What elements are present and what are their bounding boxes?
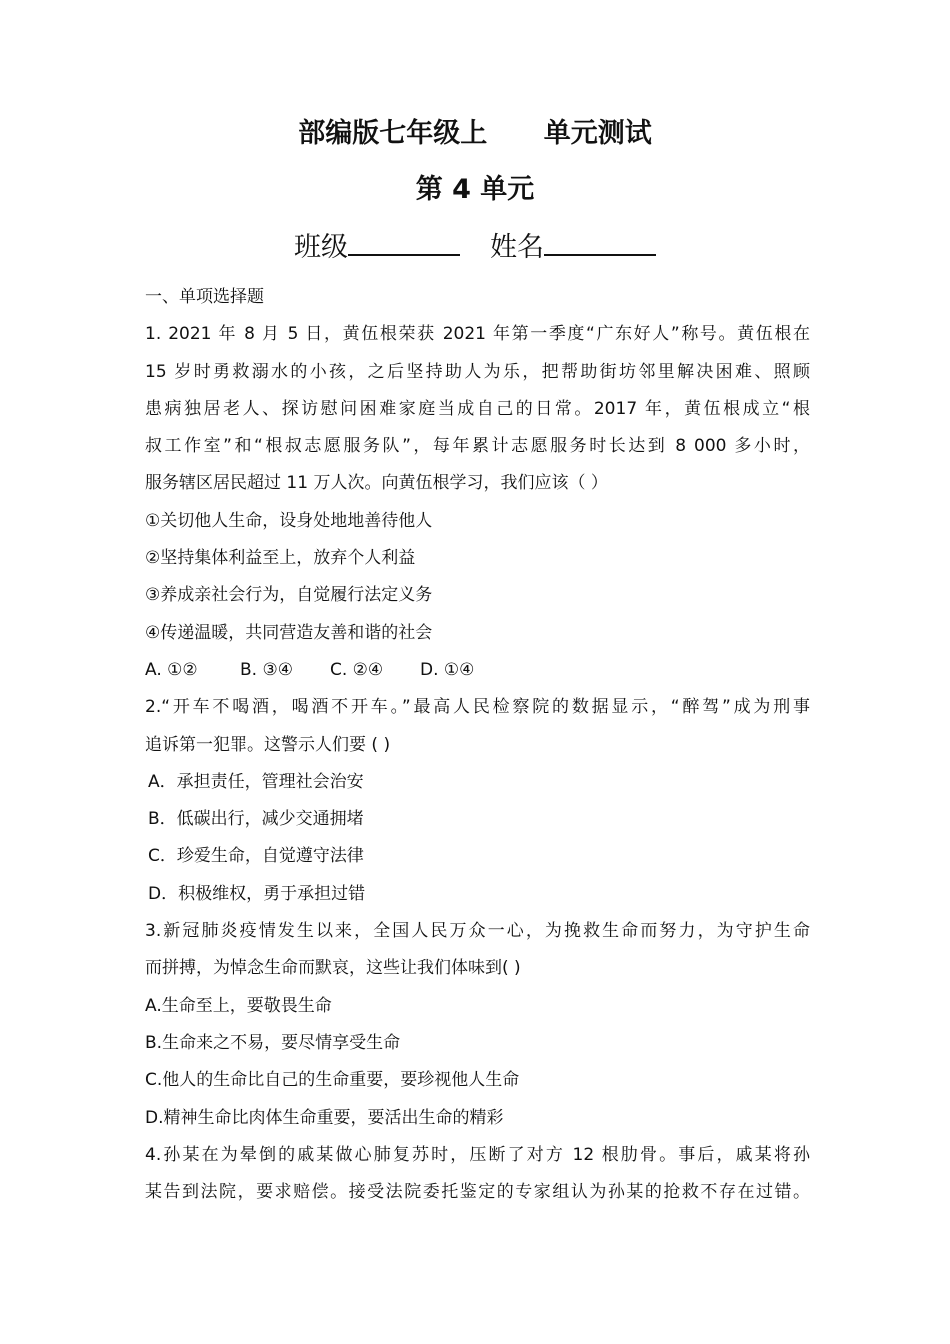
choice-d: D. ①④ xyxy=(420,659,475,680)
option-a: A.生命至上，要敬畏生命 xyxy=(145,995,332,1016)
name-label: 姓名 xyxy=(490,232,544,263)
class-blank xyxy=(348,228,460,256)
statement-1: ①关切他人生命，设身处地地善待他人 xyxy=(145,510,433,531)
option-b: B.生命来之不易，要尽情享受生命 xyxy=(145,1032,401,1053)
option-c: C.他人的生命比自己的生命重要，要珍视他人生命 xyxy=(145,1070,520,1091)
choice-c: C. ②④ xyxy=(330,659,384,680)
question-4-line: 某告到法院，要求赔偿。接受法院委托鉴定的专家组认为孙某的抢救不存在过错。 xyxy=(145,1182,810,1203)
name-blank xyxy=(544,228,656,256)
document-title: 部编版七年级上 单元测试 xyxy=(298,118,652,149)
question-1-line: 患病独居老人、探访慰问困难家庭当成自己的日常。2017 年，黄伍根成立“根 xyxy=(145,398,810,419)
section-heading: 一、单项选择题 xyxy=(145,287,264,307)
option-d: D.精神生命比肉体生命重要，要活出生命的精彩 xyxy=(145,1107,504,1128)
choice-b: B. ③④ xyxy=(240,659,293,680)
question-4-line: 4.孙某在为晕倒的戚某做心肺复苏时，压断了对方 12 根肋骨。事后，戚某将孙 xyxy=(145,1144,810,1165)
statement-2: ②坚持集体利益至上，放弃个人利益 xyxy=(145,548,416,569)
statement-4: ④传递温暖，共同营造友善和谐的社会 xyxy=(145,622,433,643)
question-1-choices xyxy=(145,652,810,689)
question-3-line: 而拼搏，为悼念生命而默哀，这些让我们体味到( ) xyxy=(145,958,521,979)
option-a: A．承担责任，管理社会治安 xyxy=(148,771,364,792)
question-1-line: 服务辖区居民超过 11 万人次。向黄伍根学习，我们应该（ ） xyxy=(145,473,608,494)
question-1-line: 叔工作室”和“根叔志愿服务队”，每年累计志愿服务时长达到 8 000 多小时， xyxy=(145,436,810,457)
choice-a: A. ①② xyxy=(145,659,198,680)
statement-3: ③养成亲社会行为，自觉履行法定义务 xyxy=(145,585,433,606)
question-body xyxy=(145,279,810,1211)
question-2-line: 追诉第一犯罪。这警示人们要 ( ) xyxy=(145,734,391,755)
option-d: D．积极维权，勇于承担过错 xyxy=(148,883,366,904)
option-c: C．珍爱生命，自觉遵守法律 xyxy=(148,846,364,867)
question-3-line: 3.新冠肺炎疫情发生以来，全国人民万众一心，为挽救生命而努力，为守护生命 xyxy=(145,921,810,942)
option-b: B．低碳出行，减少交通拥堵 xyxy=(148,809,364,830)
student-info-line xyxy=(0,228,950,266)
question-2-line: 2.“开车不喝酒，喝酒不开车。”最高人民检察院的数据显示，“醉驾”成为刑事 xyxy=(145,697,810,718)
unit-title: 第 4 单元 xyxy=(415,174,535,205)
class-label: 班级 xyxy=(294,232,348,263)
question-1-line: 1. 2021 年 8 月 5 日，黄伍根荣获 2021 年第一季度“广东好人”称号。黄伍根在 xyxy=(145,324,810,345)
question-1-line: 15 岁时勇救溺水的小孩，之后坚持助人为乐，把帮助街坊邻里解决困难、照顾 xyxy=(145,361,810,382)
